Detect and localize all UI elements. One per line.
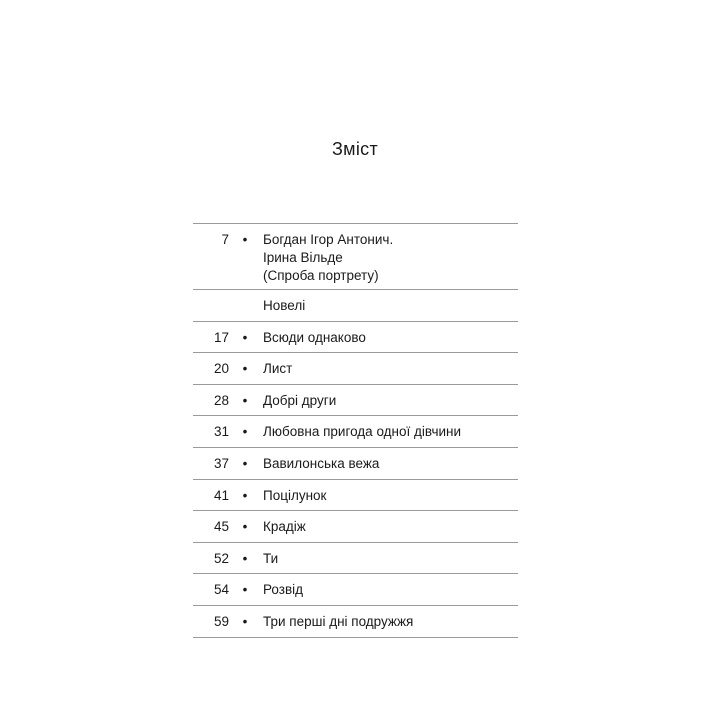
bullet: • [242, 392, 248, 408]
toc-entry [193, 606, 518, 638]
toc-entry [193, 416, 518, 448]
bullet: • [242, 582, 248, 598]
page-number: 54 [213, 582, 229, 598]
entry-title: Лист [263, 361, 293, 377]
entry-title: Вавилонська вежа [263, 455, 380, 471]
page-title: Зміст [332, 139, 378, 159]
bullet: • [242, 361, 248, 377]
entry-title-line: (Спроба портрету) [263, 268, 379, 283]
section-title: Новелі [263, 298, 306, 313]
toc-entry [193, 511, 518, 543]
page-number: 28 [213, 392, 229, 408]
page-number: 45 [213, 519, 229, 535]
toc-entry [193, 574, 518, 606]
page-number: 7 [221, 232, 229, 247]
page-number: 59 [213, 613, 229, 629]
entry-title: Всюди однаково [263, 329, 366, 345]
entry-title-line: Богдан Ігор Антонич. [263, 232, 394, 247]
page-number: 31 [213, 424, 229, 440]
bullet: • [242, 613, 248, 629]
toc-entry [193, 224, 518, 290]
page-number: 37 [213, 455, 229, 471]
entry-title: Три перші дні подружжя [263, 613, 414, 629]
toc-entry [193, 480, 518, 512]
bullet: • [242, 519, 248, 535]
entry-title: Розвід [263, 582, 304, 598]
entry-title: Поцілунок [263, 487, 327, 503]
page-number: 41 [213, 487, 229, 503]
entry-title [263, 231, 518, 285]
toc-entry [193, 322, 518, 354]
bullet: • [242, 487, 248, 503]
bullet: • [242, 232, 248, 247]
table-of-contents [193, 223, 518, 638]
toc-entry [193, 353, 518, 385]
entry-title-line: Ірина Вільде [263, 250, 343, 265]
bullet: • [242, 550, 248, 566]
entry-title: Крадіж [263, 519, 306, 535]
page-number: 52 [213, 550, 229, 566]
toc-entry [193, 385, 518, 417]
bullet: • [242, 424, 248, 440]
entry-title: Ти [263, 550, 279, 566]
page-number: 20 [213, 361, 229, 377]
toc-entry [193, 543, 518, 575]
toc-section-heading [193, 290, 518, 322]
bullet: • [242, 329, 248, 345]
bullet: • [242, 455, 248, 471]
entry-title: Добрі други [263, 392, 337, 408]
toc-entry [193, 448, 518, 480]
page-number: 17 [213, 329, 229, 345]
entry-title: Любовна пригода одної дівчини [263, 424, 462, 440]
